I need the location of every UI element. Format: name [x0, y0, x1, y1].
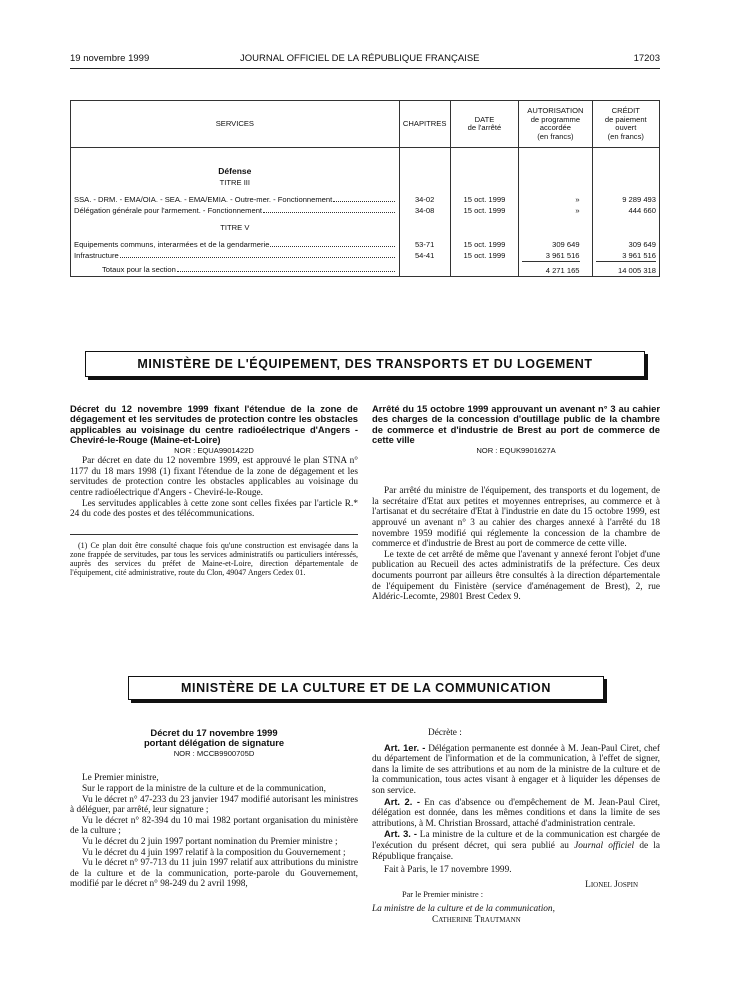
arrete-brest-p2: Le texte de cet arrêté de même que l'avenant y annexé feront l'objet d'une publication au Recueil des actes administratifs de la préfecture. Ces deux documents pourront par ailleurs être consultés à la direction départementale de l'équipement du Finistère (service d'aménagement de Brest), 2, rue Aldéric-Lecomte, 29801 Brest Cedex 9.	[372, 549, 660, 603]
row-autorisation: 3 961 516	[522, 250, 579, 262]
col-autor-l1: AUTORISATION	[527, 106, 584, 115]
visa: Vu le décret n° 82-394 du 10 mai 1982 portant organisation du ministère de la culture ;	[70, 815, 358, 837]
decret-angers-footnote-area	[70, 534, 358, 578]
col-autorisation	[519, 101, 592, 148]
arrete-brest	[372, 404, 660, 603]
decret-angers-title: Décret du 12 novembre 1999 fixant l'étendue de la zone de dégagement et les servitudes de protection contre les obstacles applicables au voisinage du centre radioélectrique d'Angers - Cheviré-le-Rouge (Maine-et-Loire)	[70, 403, 358, 446]
col-date-l2: de l'arrêté	[467, 123, 502, 132]
minister-name: Catherine Trautmann	[432, 914, 521, 925]
decret-angers-footnote: (1) Ce plan doit être consulté chaque fois qu'une construction est envisagée dans la zone frappée de servitudes, par tous les services administratifs ou particuliers intéressés, auprès des services du préfet de Maine-et-Loire, direction départementale de l'équipement, cité administrative, route du Clon, 49047 Angers Cedex 01.	[70, 540, 358, 578]
col-autor-l4: (en francs)	[537, 131, 574, 141]
titre-iii: TITRE III	[219, 178, 251, 187]
article-3-text-b: de la République française.	[372, 840, 661, 862]
decret-delegation-right	[372, 728, 660, 925]
row-date: 15 oct. 1999	[463, 251, 506, 260]
row-credit: 444 660	[628, 206, 656, 215]
table-row	[74, 205, 396, 216]
article-2	[372, 797, 660, 830]
col-credit	[592, 101, 659, 148]
row-credit: 3 961 516	[596, 250, 656, 262]
article-1	[372, 743, 660, 797]
row-chapitre: 54-41	[414, 251, 435, 260]
visa: Vu le décret n° 97-713 du 11 juin 1997 relatif aux attributions du ministre de la culture et de la communication, porte-parole du Gouvernement, modifié par le décret n° 98-249 du 2 avril 1998,	[70, 858, 358, 890]
col-credit-l2: de paiement	[604, 114, 647, 124]
table-row	[74, 250, 396, 261]
article-3	[372, 829, 660, 862]
decret-delegation-left	[70, 728, 358, 890]
row-credit: 9 289 493	[622, 195, 656, 204]
signatory-premier-ministre: Lionel Jospin	[585, 879, 638, 890]
article-2-label: Art. 2. -	[384, 796, 420, 807]
row-chapitre: 34-08	[414, 206, 435, 215]
ministry-culture-heading: MINISTÈRE DE LA CULTURE ET DE LA COMMUNICATION	[128, 676, 604, 700]
row-date: 15 oct. 1999	[463, 195, 506, 204]
decret-delegation-intro: Le Premier ministre,	[82, 773, 159, 784]
visa: Vu le décret n° 47-233 du 23 janvier 1947 modifié autorisant les ministres à déléguer, par arrêté, leur signature ;	[70, 794, 358, 816]
col-date	[450, 101, 519, 148]
table-row	[74, 194, 396, 205]
table-header-row	[71, 101, 660, 148]
total-credit: 14 005 318	[617, 266, 656, 275]
article-1-text: Délégation permanente est donnée à M. Jean-Paul Ciret, chef du département de l'information et de la communication, à l'effet de signer, dans la limite de ses attributions et au nom de la ministre de la culture et de la communication, tous actes visant à engager et à liquider les dépenses de son service.	[372, 743, 660, 796]
table-row	[74, 239, 396, 250]
row-service: Equipements communs, interarmées et de la gendarmerie	[74, 240, 270, 249]
par-le-premier-ministre: Par le Premier ministre :	[402, 890, 484, 900]
row-autorisation: »	[575, 206, 580, 215]
article-3-text-a: La ministre de la culture et de la communication est chargée de l'exécution du présent décret, qui sera publié au	[372, 830, 661, 851]
journal-officiel-italic: Journal officiel	[574, 840, 635, 851]
col-autor-l2: de programme	[530, 114, 581, 124]
visa: Vu le décret du 4 juin 1997 relatif à la composition du Gouvernement ;	[82, 847, 346, 858]
table-body-row	[71, 148, 660, 277]
header-date: 19 novembre 1999	[70, 53, 150, 64]
col-credit-l1: CRÉDIT	[611, 106, 640, 115]
row-service: Infrastructure	[74, 251, 119, 260]
total-label: Totaux pour la section	[102, 265, 176, 274]
total-row	[74, 264, 396, 275]
col-date-l1: DATE	[474, 114, 495, 124]
decret-delegation-title-l2: portant délégation de signature	[143, 737, 285, 749]
row-autorisation: 309 649	[552, 240, 580, 249]
col-chapitres: CHAPITRES	[399, 101, 450, 148]
article-2-text: En cas d'absence ou d'empêchement de M. Jean-Paul Ciret, délégation est donnée, dans les mêmes conditions et dans la limite de ses attributions, à M. Christian Brossard, attaché d'administration centrale.	[372, 797, 661, 829]
titre-v: TITRE V	[220, 223, 250, 232]
fait-a-paris: Fait à Paris, le 17 novembre 1999.	[384, 865, 512, 876]
section-defense: Défense	[218, 166, 252, 176]
minister-title: La ministre de la culture et de la communication,	[372, 903, 555, 914]
col-credit-l4: (en francs)	[607, 131, 644, 141]
total-autorisation: 4 271 165	[545, 266, 580, 275]
row-chapitre: 53-71	[414, 240, 435, 249]
article-3-label: Art. 3. -	[384, 829, 417, 840]
row-chapitre: 34-02	[414, 195, 435, 204]
col-services: SERVICES	[71, 101, 400, 148]
header-journal-title: JOURNAL OFFICIEL DE LA RÉPUBLIQUE FRANÇAISE	[240, 53, 480, 64]
page-header	[70, 53, 660, 67]
decret-angers	[70, 404, 358, 578]
row-service: SSA. - DRM. - EMA/OIA. - SEA. - EMA/EMIA. - Outre-mer. - Fonctionnement	[74, 195, 333, 204]
ministry-equipement-heading: MINISTÈRE DE L'ÉQUIPEMENT, DES TRANSPORTS ET DU LOGEMENT	[85, 351, 645, 377]
decret-angers-p2: Les servitudes applicables à cette zone sont celles fixées par l'article R.* 24 du code des postes et des télécommunications.	[70, 498, 358, 520]
header-rule	[70, 68, 660, 69]
arrete-brest-nor: NOR : EQUK9901627A	[476, 445, 556, 455]
arrete-brest-title: Arrêté du 15 octobre 1999 approuvant un avenant n° 3 au cahier des charges de la concession d'outillage public de la chambre de commerce et d'industrie de Brest au port de commerce de cette ville	[372, 403, 660, 446]
row-service: Délégation générale pour l'armement. - Fonctionnement	[74, 206, 263, 215]
budget-table	[70, 100, 660, 277]
col-credit-l3: ouvert	[615, 123, 637, 132]
row-credit: 309 649	[628, 240, 656, 249]
decret-delegation-nor: NOR : MCCB9900705D	[173, 748, 255, 758]
decrete: Décrète :	[428, 728, 462, 738]
visa: Vu le décret du 2 juin 1997 portant nomination du Premier ministre ;	[82, 836, 338, 847]
decret-delegation-title-l1: Décret du 17 novembre 1999	[150, 727, 278, 738]
row-date: 15 oct. 1999	[463, 240, 506, 249]
row-date: 15 oct. 1999	[463, 206, 506, 215]
decret-angers-nor: NOR : EQUA9901422D	[174, 445, 254, 455]
arrete-brest-p1: Par arrêté du ministre de l'équipement, des transports et du logement, de la secrétaire d'Etat aux petites et moyennes entreprises, au commerce et à l'artisanat et du secrétaire d'Etat à l'industrie en date du 15 octobre 1999, est approuvé un avenant n° 3 au cahier des charges annexé à l'arrêté du 18 novembre 1959 modifié qui réglemente la concession de la chambre de commerce et d'industrie de Brest au port de commerce de cette ville.	[372, 486, 660, 550]
visa: Sur le rapport de la ministre de la culture et de la communication,	[82, 784, 326, 794]
decret-angers-p1: Par décret en date du 12 novembre 1999, est approuvé le plan STNA n° 1177 du 18 mars 1998 (1) fixant l'étendue de la zone de dégagement et les servitudes de protection contre les obstacles applicables au voisinage du centre radioélectrique d'Angers - Cheviré-le-Rouge.	[70, 456, 358, 498]
header-page-number: 17203	[633, 53, 660, 64]
col-autor-l3: accordée	[539, 123, 572, 132]
row-autorisation: »	[575, 195, 580, 204]
article-1-label: Art. 1er. -	[384, 742, 426, 753]
